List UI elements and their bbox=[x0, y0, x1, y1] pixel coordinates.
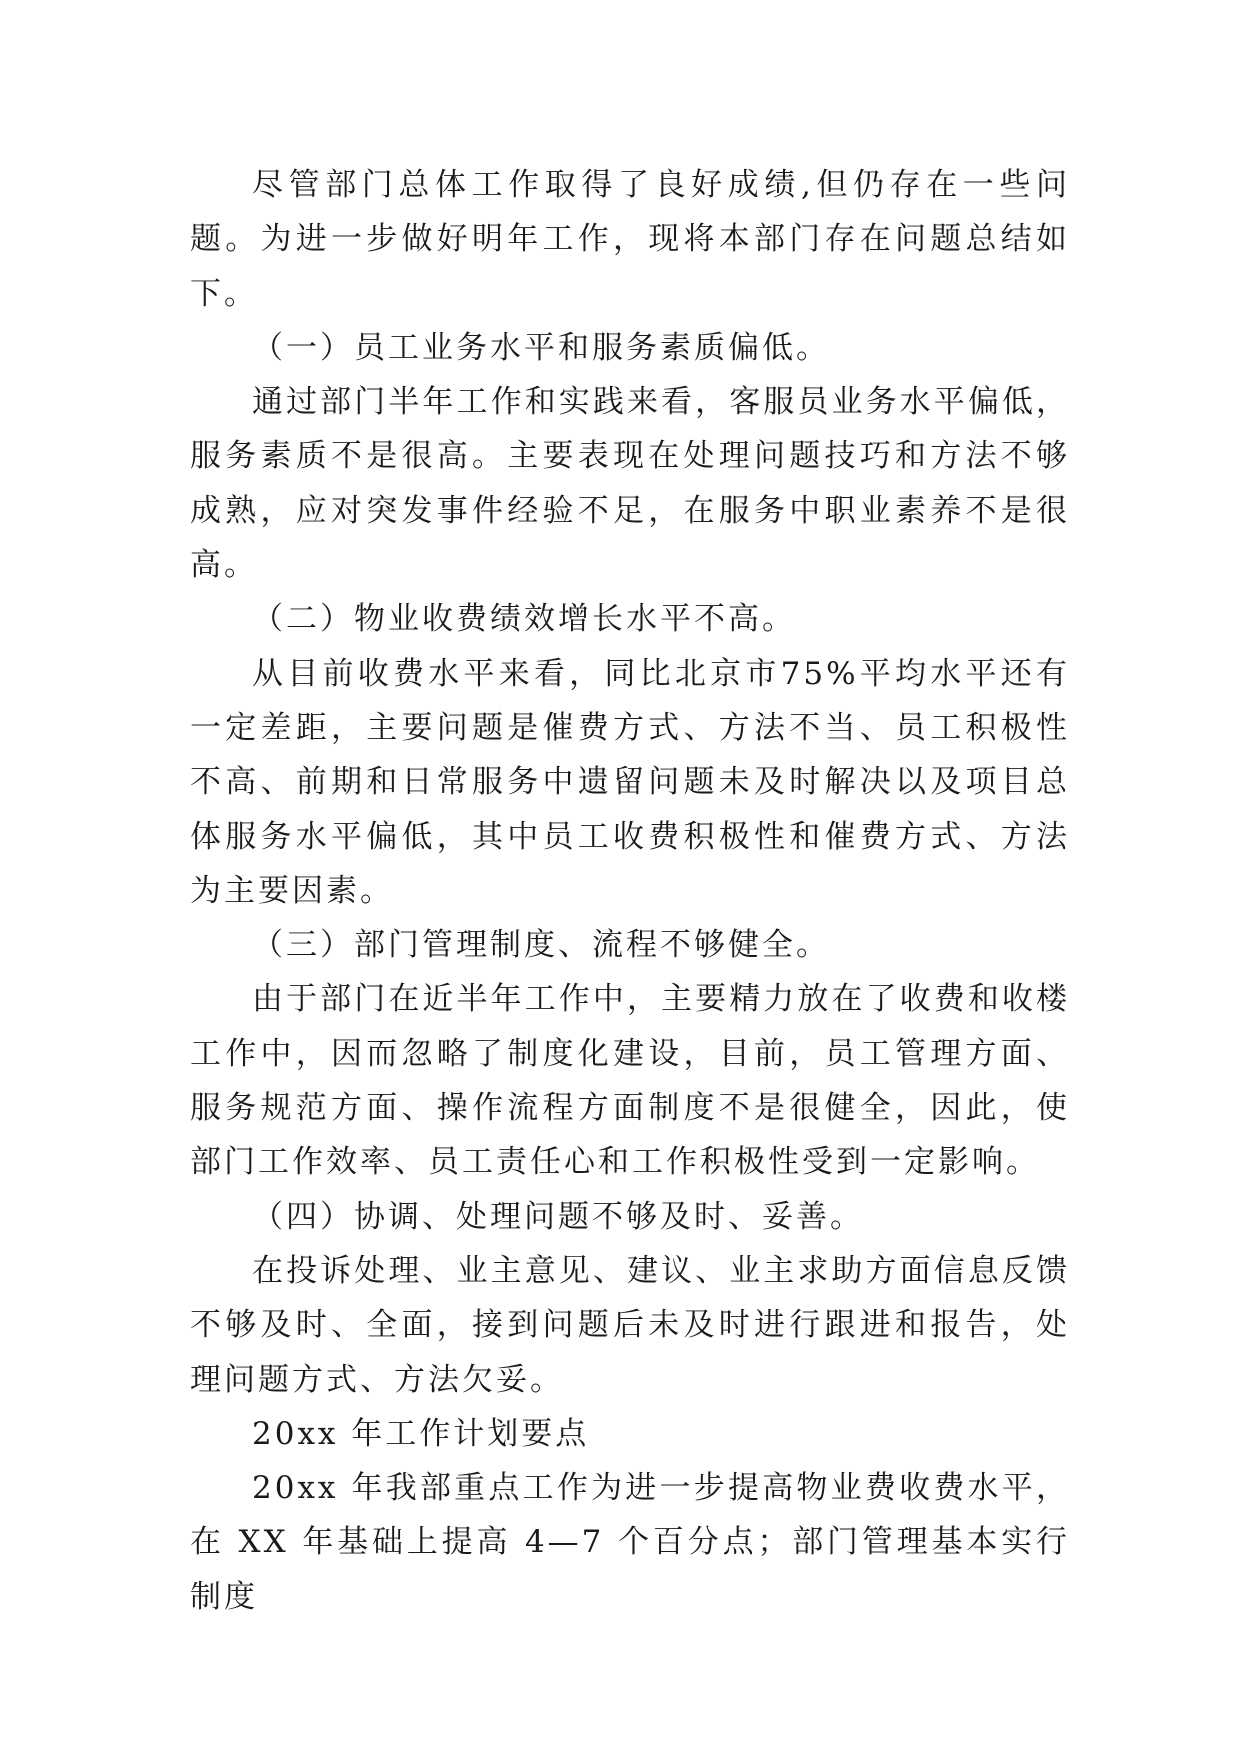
paragraph-section-4: 在投诉处理、业主意见、建议、业主求助方面信息反馈不够及时、全面，接到问题后未及时进行跟进和报告，处理问题方式、方法欠妥。 bbox=[190, 1252, 1070, 1398]
heading-section-3: （三）部门管理制度、流程不够健全。 bbox=[252, 927, 830, 964]
heading-section-2: （二）物业收费绩效增长水平不高。 bbox=[252, 601, 796, 638]
paragraph-section-2: 从目前收费水平来看，同比北京市75%平均水平还有一定差距，主要问题是催费方式、方法不当、员工积极性不高、前期和日常服务中遗留问题未及时解决以及项目总体服务水平偏低，其中员工收费积极性和催费方式、方法为主要因素。 bbox=[190, 655, 1070, 909]
paragraph-work-plan: 20xx 年我部重点工作为进一步提高物业费收费水平，在 XX 年基础上提高 4—7 个百分点；部门管理基本实行制度 bbox=[190, 1470, 1070, 1615]
heading-work-plan: 20xx 年工作计划要点 bbox=[252, 1415, 590, 1452]
document-body bbox=[190, 158, 1070, 1624]
heading-section-4: （四）协调、处理问题不够及时、妥善。 bbox=[252, 1198, 864, 1235]
paragraph-section-1: 通过部门半年工作和实践来看，客服员业务水平偏低，服务素质不是很高。主要表现在处理问题技巧和方法不够成熟，应对突发事件经验不足，在服务中职业素养不是很高。 bbox=[190, 384, 1070, 584]
heading-section-1: （一）员工业务水平和服务素质偏低。 bbox=[252, 329, 830, 366]
paragraph-intro: 尽管部门总体工作取得了良好成绩,但仍存在一些问题。为进一步做好明年工作，现将本部门存在问题总结如下。 bbox=[190, 167, 1070, 312]
paragraph-section-3: 由于部门在近半年工作中，主要精力放在了收费和收楼工作中，因而忽略了制度化建设，目前，员工管理方面、服务规范方面、操作流程方面制度不是很健全，因此，使部门工作效率、员工责任心和工作积极性受到一定影响。 bbox=[190, 981, 1070, 1181]
